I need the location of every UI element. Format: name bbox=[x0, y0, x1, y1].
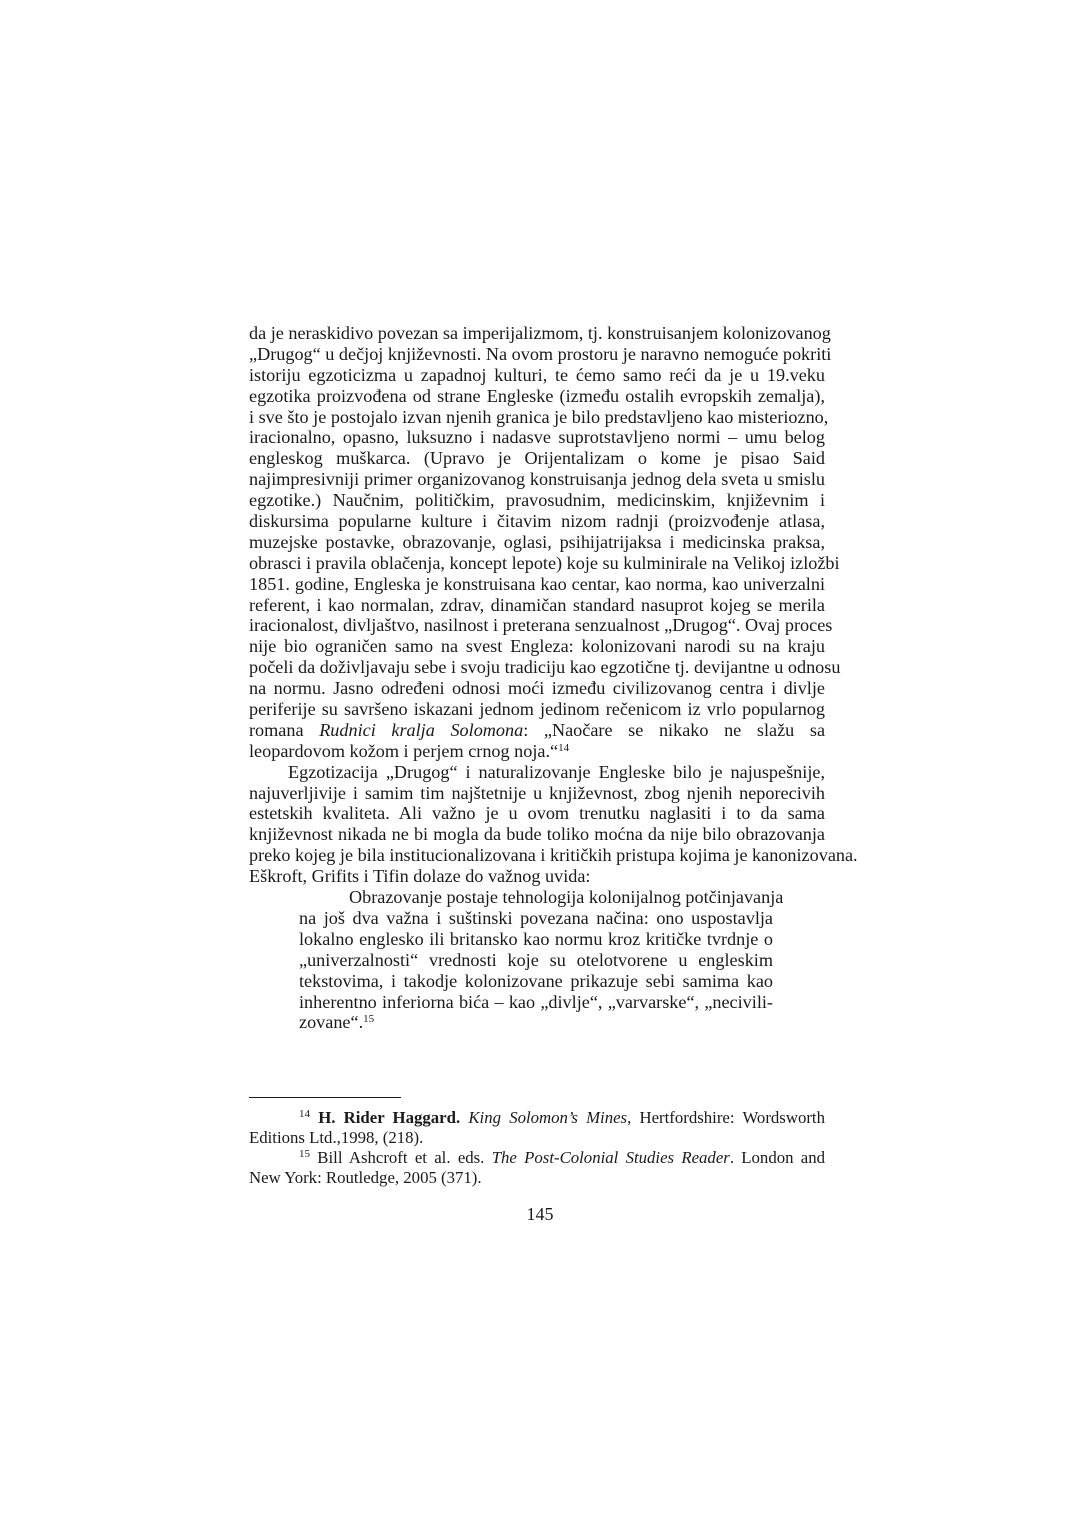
quote-line: na još dva važna i suštinski povezana načina: ono uspostavlja bbox=[299, 907, 773, 928]
footnotes bbox=[249, 1108, 825, 1188]
footnote-14 bbox=[249, 1108, 825, 1128]
text-line: 1851. godine, Engleska je konstruisana kao centar, kao norma, kao univerzalni bbox=[249, 573, 825, 594]
footnote-title: King Solomon’s Mines bbox=[468, 1108, 628, 1127]
text-line: preko kojeg je bila institucionalizovana i kritičkih pristupa kojima je kanonizovana. bbox=[249, 845, 858, 866]
footnote-number: 15 bbox=[299, 1148, 310, 1160]
text-line bbox=[249, 720, 825, 741]
text-line: estetskih kvaliteta. Ali važno je u ovom trenutku naglasiti i to da sama bbox=[249, 803, 825, 824]
footnote-author: H. Rider Haggard. bbox=[318, 1108, 461, 1127]
quote-line: Obrazovanje postaje tehnologija kolonijalnog potčinjavanja bbox=[349, 887, 784, 908]
main-text bbox=[249, 323, 858, 1033]
quote-line: inherentno inferiorna bića – kao „divlje“, „varvarske“, „necivili- bbox=[299, 991, 773, 1012]
text-line: i sve što je postojalo izvan njenih granica je bilo predstavljeno kao misteriozno, bbox=[249, 406, 829, 427]
text-line: iracionalno, opasno, luksuzno i nadasve suprotstavljeno normi – umu belog bbox=[249, 427, 825, 448]
quote-line: „univerzalnosti“ vrednosti koje su otelotvorene u engleskim bbox=[299, 949, 773, 970]
text-line: najuverljivije i samim tim najštetnije u književnost, zbog njenih neporecivih bbox=[249, 782, 825, 803]
footnote-ref-14[interactable]: 14 bbox=[558, 741, 570, 754]
footnote-number: 14 bbox=[299, 1108, 310, 1120]
footnote-14-line2: Editions Ltd.,1998, (218). bbox=[249, 1128, 424, 1147]
footnote-15 bbox=[249, 1148, 825, 1168]
book-title-italic: Rudnici kralja Solomona bbox=[319, 719, 524, 740]
footnote-rest: , Hertfordshire: Wordsworth bbox=[627, 1108, 825, 1127]
page-number: 145 bbox=[526, 1204, 554, 1224]
footnote-rest: . London and bbox=[729, 1148, 826, 1167]
quote-start: : „Naočare se nikako ne slažu sa bbox=[523, 719, 826, 740]
text-line: najimpresivniji primer organizovanog konstruisanja jednog dela sveta u smislu bbox=[249, 469, 825, 490]
text-line: književnost nikada ne bi mogla da bude toliko moćna da nije bilo obrazovanja bbox=[249, 824, 825, 845]
text-line: referent, i kao normalan, zdrav, dinamičan standard nasuprot kojeg se merila bbox=[249, 594, 825, 615]
footnote-title: The Post-Colonial Studies Reader bbox=[491, 1148, 730, 1167]
text-line: da je neraskidivo povezan sa imperijalizmom, tj. konstruisanjem kolonizovanog bbox=[249, 323, 831, 343]
text-line: engleskog muškarca. (Upravo je Orijentalizam o kome je pisao Said bbox=[249, 448, 825, 469]
text-line: na normu. Jasno određeni odnosi moći između civilizovanog centra i divlje bbox=[249, 678, 825, 699]
text-line: počeli da doživljavaju sebe i svoju tradiciju kao egzotične tj. devijantne u odnosu bbox=[249, 657, 841, 678]
text-line: Egzotizacija „Drugog“ i naturalizovanje Engleske bilo je najuspešnije, bbox=[288, 761, 825, 782]
footnote-divider bbox=[249, 1097, 401, 1098]
quote-end: leopardovom kožom i perjem crnog noja.“ bbox=[249, 740, 559, 761]
text-line: diskursima popularne kulture i čitavim nizom radnji (proizvođenje atlasa, bbox=[249, 511, 825, 532]
text-line: nije bio ograničen samo na svest Engleza: kolonizovani narodi su na kraju bbox=[249, 636, 825, 657]
footnote-ref-15[interactable]: 15 bbox=[363, 1013, 375, 1026]
text-line: „Drugog“ u dečjoj književnosti. Na ovom prostoru je naravno nemoguće pokriti bbox=[249, 343, 832, 364]
footnote-prefix: Bill Ashcroft et al. eds. bbox=[317, 1148, 485, 1167]
text-line: egzotika proizvođena od strane Engleske (između ostalih evropskih zemalja), bbox=[249, 385, 825, 406]
quote-line bbox=[299, 1012, 773, 1033]
text-line: obrasci i pravila oblačenja, koncept lepote) koje su kulminirale na Velikoj izložbi bbox=[249, 552, 840, 573]
text-line: periferije su savršeno iskazani jednom jedinom rečenicom iz vrlo popularnog bbox=[249, 699, 825, 720]
text-line bbox=[249, 741, 825, 762]
block-quote bbox=[249, 887, 825, 1033]
quote-line: tekstovima, i takodje kolonizovane prikazuje sebi samima kao bbox=[299, 970, 773, 991]
quote-last-text: zovane“. bbox=[299, 1012, 364, 1033]
text-line: egzotike.) Naučnim, političkim, pravosudnim, medicinskim, književnim i bbox=[249, 490, 825, 511]
text-line: iracionalost, divljaštvo, nasilnost i preterana senzualnost „Drugog“. Ovaj proces bbox=[249, 615, 833, 636]
romana-word: romana bbox=[249, 719, 304, 740]
footnote-15-line2: New York: Routledge, 2005 (371). bbox=[249, 1168, 482, 1187]
quote-line: lokalno englesko ili britansko kao normu kroz kritičke tvrdnje o bbox=[299, 928, 773, 949]
text-line: muzejske postavke, obrazovanje, oglasi, psihijatrijaksa i medicinska praksa, bbox=[249, 531, 825, 552]
text-line: Eškroft, Grifits i Tifin dolaze do važnog uvida: bbox=[249, 866, 591, 887]
text-line: istoriju egzoticizma u zapadnoj kulturi, te ćemo samo reći da je u 19.veku bbox=[249, 364, 825, 385]
